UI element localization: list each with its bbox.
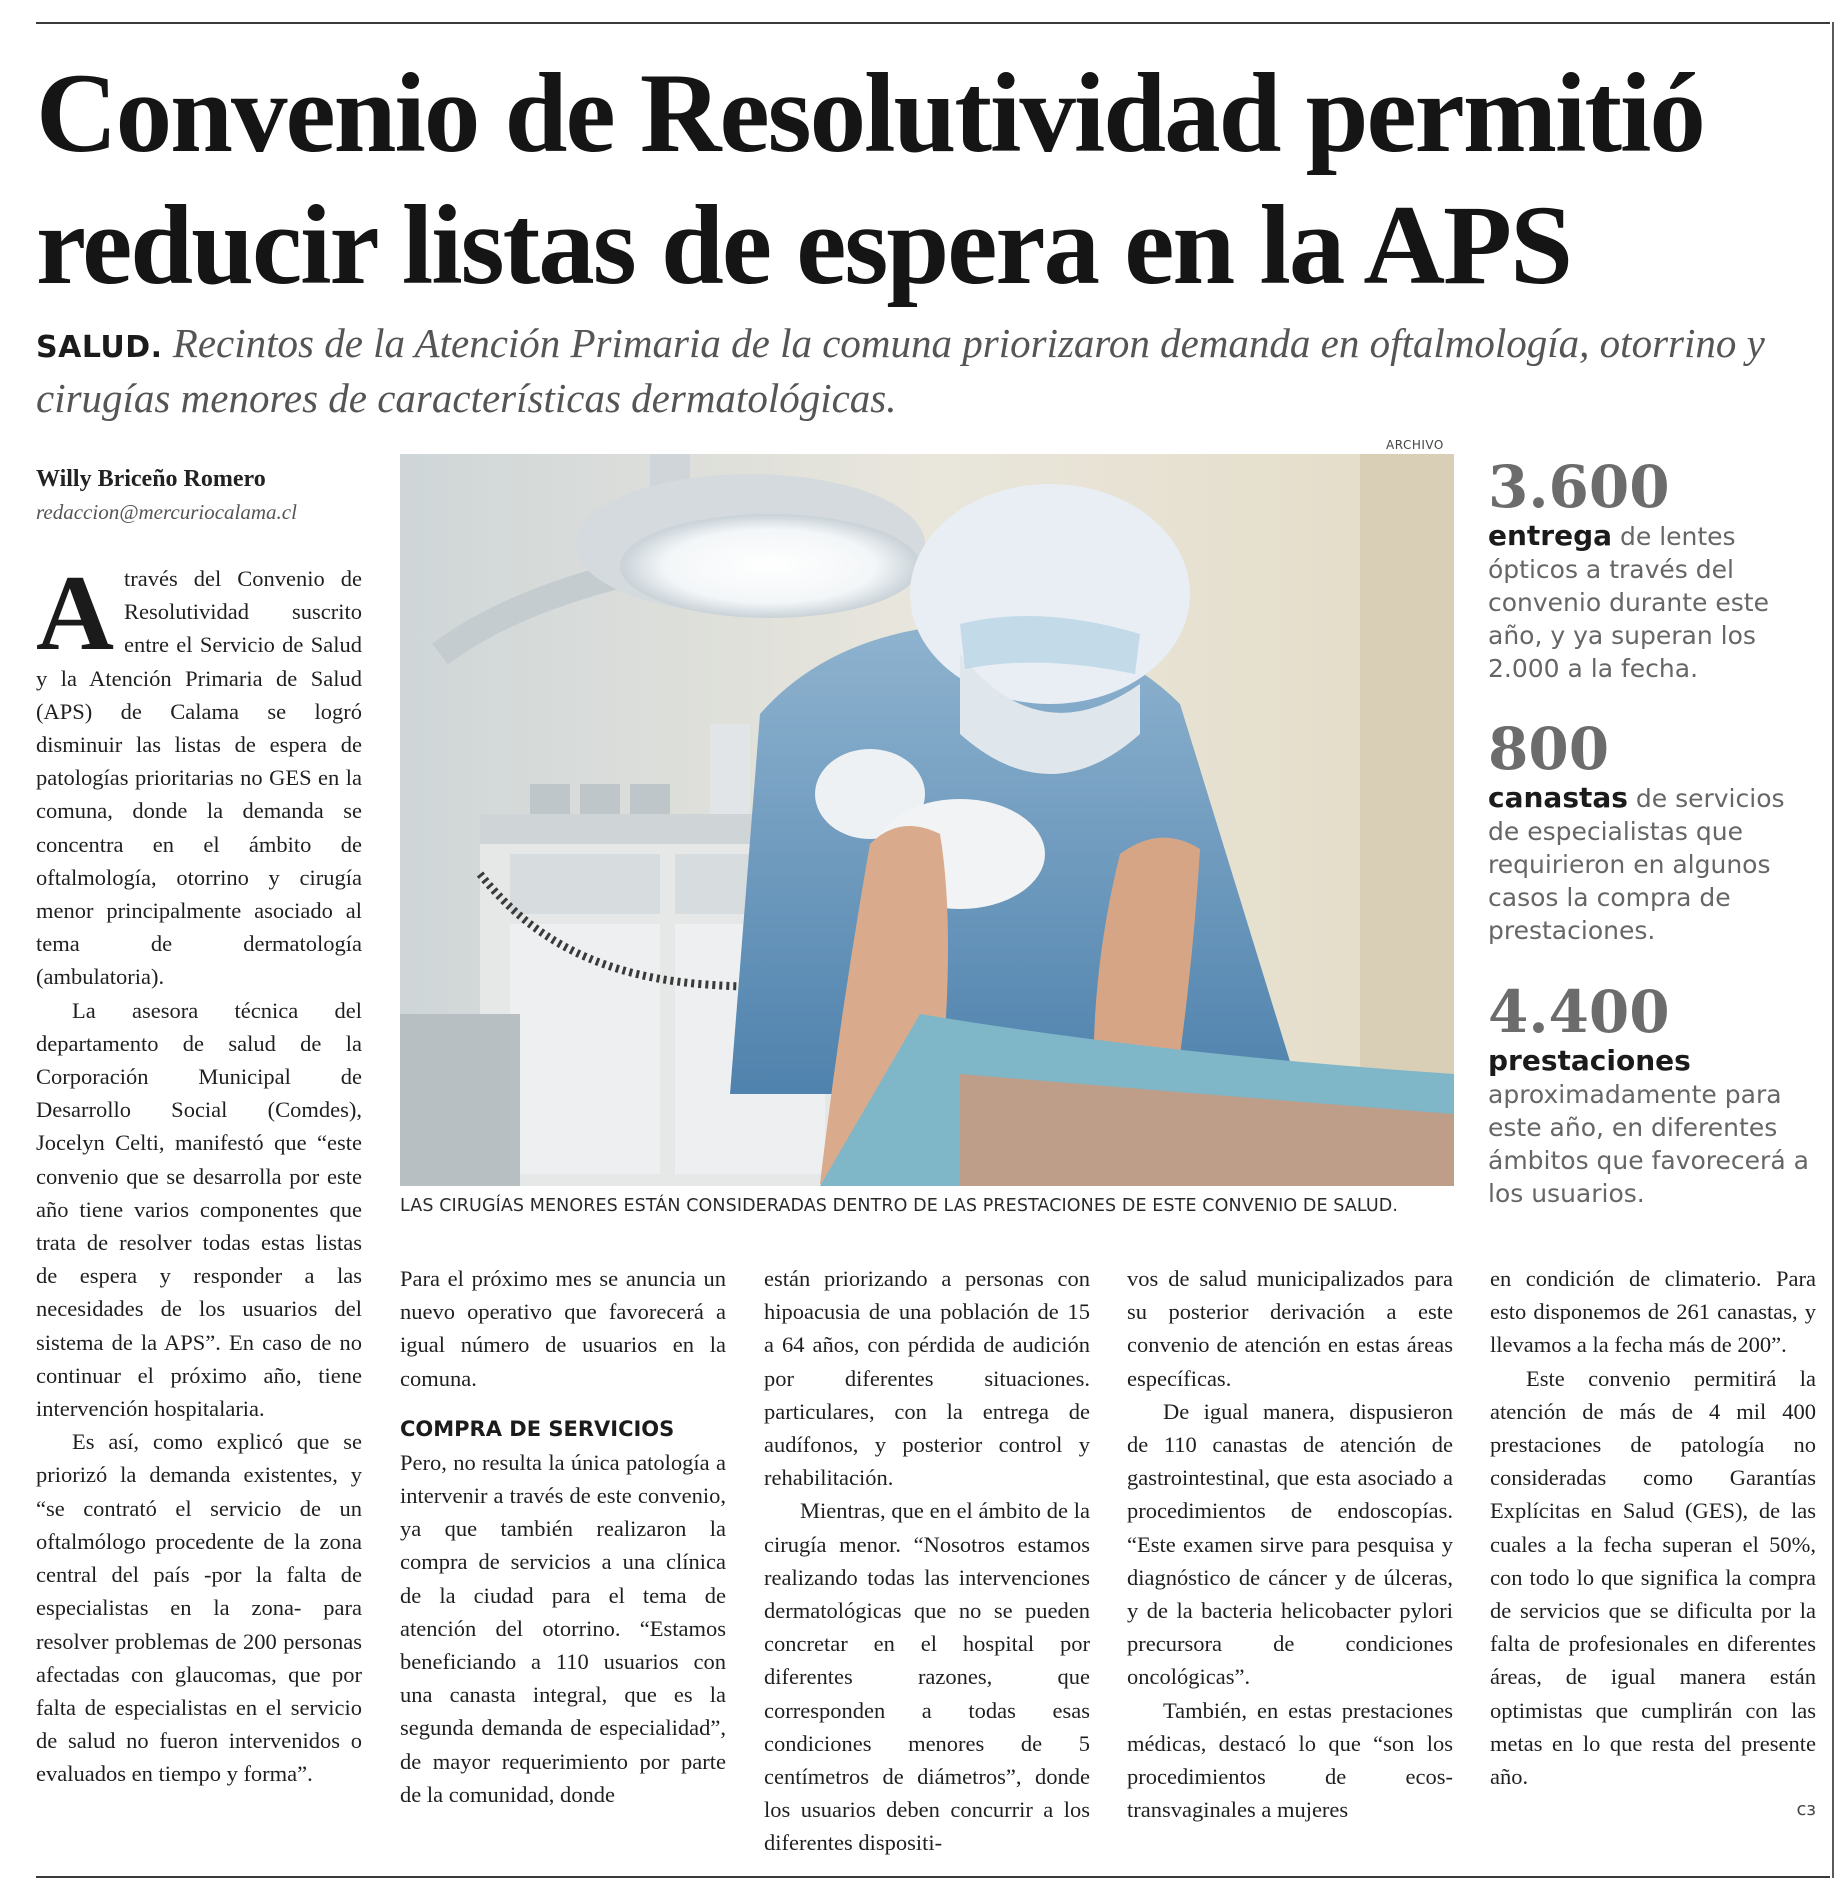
stat-lead: prestaciones xyxy=(1488,1044,1691,1077)
article-paragraph: Es así, como explicó que se priorizó la demanda existentes, y “se contrató el servicio de un oftalmólogo procedente de la zona central del país -por la falta de especialistas en la zona- para resolver problemas de 200 personas afectadas con glaucomas, que por falta de especialistas en el servicio de salud no fueron intervenidos o evaluados en tiempo y forma”. xyxy=(36,1429,362,1787)
article-column-3 xyxy=(764,1262,1090,1860)
article-paragraph: De igual manera, dispusieron de 110 canastas de atención de gastrointestinal, que esta asociado a procedimientos de endoscopías. “Este examen sirve para pesquisa y diagnóstico de cáncer y de úlceras, y de la bacteria helicobacter pylori precursora de condiciones oncológicas”. xyxy=(1127,1398,1453,1690)
subhead-kicker: SALUD. xyxy=(36,330,163,365)
stat-description: prestaciones aproximadamente para este año, en diferentes ámbitos que favorecerá a los usuarios. xyxy=(1488,1044,1809,1208)
article-paragraph: Este convenio permitirá la atención de más de 4 mil 400 prestaciones de patología no consideradas como Garantías Explícitas en Salud (GES), de las cuales a la fecha superan el 50%, con todo lo que significa la compra de servicios que se dificulta por la falta de profesionales en diferentes áreas, de igual manera están optimistas que cumplirán con las metas en lo que resta del presente año. xyxy=(1490,1365,1816,1790)
subhead-text: Recintos de la Atención Primaria de la comuna priorizaron demanda en oftalmología, otorrino y cirugías menores de características dermatológicas. xyxy=(36,320,1765,421)
article-paragraph: La asesora técnica del departamento de salud de la Corporación Municipal de Desarrollo Social (Comdes), Jocelyn Celti, manifestó que “este convenio que se desarrolla por este año tiene varios componentes que trata de resolver todas estas listas de espera y responder a las necesidades de los usuarios del sistema de la APS”. En caso de no continuar el próximo año, tiene intervención hospitalaria. xyxy=(36,997,362,1422)
article-paragraph: También, en estas prestaciones médicas, destacó lo que “son los procedimientos de ecos-transvaginales a mujeres xyxy=(1127,1697,1453,1823)
article-paragraph: Mientras, que en el ámbito de la cirugía menor. “Nosotros estamos realizando todas las intervenciones dermatológicas que no se pueden concretar en el hospital por diferentes razones, que corresponden a todas esas condiciones menores de 5 centímetros de diámetros”, donde los usuarios deben concurrir a los diferentes dispositi- xyxy=(764,1498,1090,1856)
photo-credit: ARCHIVO xyxy=(1386,438,1444,452)
headline: Convenio de Resolutividad permitió reducir listas de espera en la APS xyxy=(36,51,1704,308)
subhead xyxy=(36,318,1796,423)
article-column-1 xyxy=(36,554,362,1791)
article-column-4 xyxy=(1127,1262,1453,1826)
article-column-2 xyxy=(400,1262,726,1811)
stat-description: entrega de lentes ópticos a través del convenio durante este año, y ya superan los 2.000 a la fecha. xyxy=(1488,519,1769,683)
article-paragraph: vos de salud municipalizados para su posterior derivación a este convenio de atención en estas áreas específicas. xyxy=(1127,1266,1453,1391)
byline-author: Willy Briceño Romero xyxy=(36,466,266,492)
section-heading: COMPRA DE SERVICIOS xyxy=(400,1416,675,1441)
stat-number: 3.600 xyxy=(1488,453,1670,521)
stat-block xyxy=(1488,455,1828,685)
article-photo xyxy=(400,454,1454,1186)
drop-cap: A xyxy=(36,554,114,673)
stat-block xyxy=(1488,717,1828,947)
stat-number: 4.400 xyxy=(1488,978,1670,1046)
article-paragraph: en condición de climaterio. Para esto disponemos de 261 canastas, y llevamos a la fecha más de 200”. xyxy=(1490,1266,1816,1358)
article-paragraph: Pero, no resulta la única patología a intervenir a través de este convenio, ya que también realizaron la compra de servicios a una clínica de la ciudad para el tema de atención del otorrino. “Estamos beneficiando a 110 usuarios con una canasta integral, que es la segunda demanda de especialidad”, de mayor requerimiento por parte de la comunidad, donde xyxy=(400,1449,726,1807)
stat-lead: canastas xyxy=(1488,781,1628,814)
stat-block xyxy=(1488,980,1828,1210)
bottom-rule xyxy=(36,1876,1830,1878)
right-column-rule xyxy=(1832,22,1834,1878)
byline-email[interactable]: redaccion@mercuriocalama.cl xyxy=(36,500,297,524)
article-paragraph: Para el próximo mes se anuncia un nuevo operativo que favorecerá a igual número de usuarios en la comuna. xyxy=(400,1266,726,1391)
article-paragraph: Através del Convenio de Resolutividad suscrito entre el Servicio de Salud y la Atención Primaria de Salud (APS) de Calama se logró disminuir las listas de espera de patologías prioritarias no GES en la comuna, donde la demanda se concentra en el ámbito de oftalmología, otorrino y cirugía menor principalmente asociado al tema de dermatología (ambulatoria). xyxy=(36,554,362,990)
article-paragraph: están priorizando a personas con hipoacusia de una población de 15 a 64 años, con pérdida de audición por diferentes situaciones. particulares, con la entrega de audífonos, y posterior control y rehabilitación. xyxy=(764,1266,1090,1491)
stat-lead: entrega xyxy=(1488,519,1613,552)
surgery-photo-illustration xyxy=(400,454,1454,1186)
article-column-5 xyxy=(1490,1262,1816,1826)
stat-description: canastas de servicios de especialistas que requirieron en algunos casos la compra de prestaciones. xyxy=(1488,781,1785,945)
top-rule xyxy=(36,22,1830,24)
photo-caption: LAS CIRUGÍAS MENORES ESTÁN CONSIDERADAS DENTRO DE LAS PRESTACIONES DE ESTE CONVENIO DE SALUD. xyxy=(400,1196,1398,1216)
stat-number: 800 xyxy=(1488,715,1610,783)
end-mark: cз xyxy=(1796,1799,1816,1821)
